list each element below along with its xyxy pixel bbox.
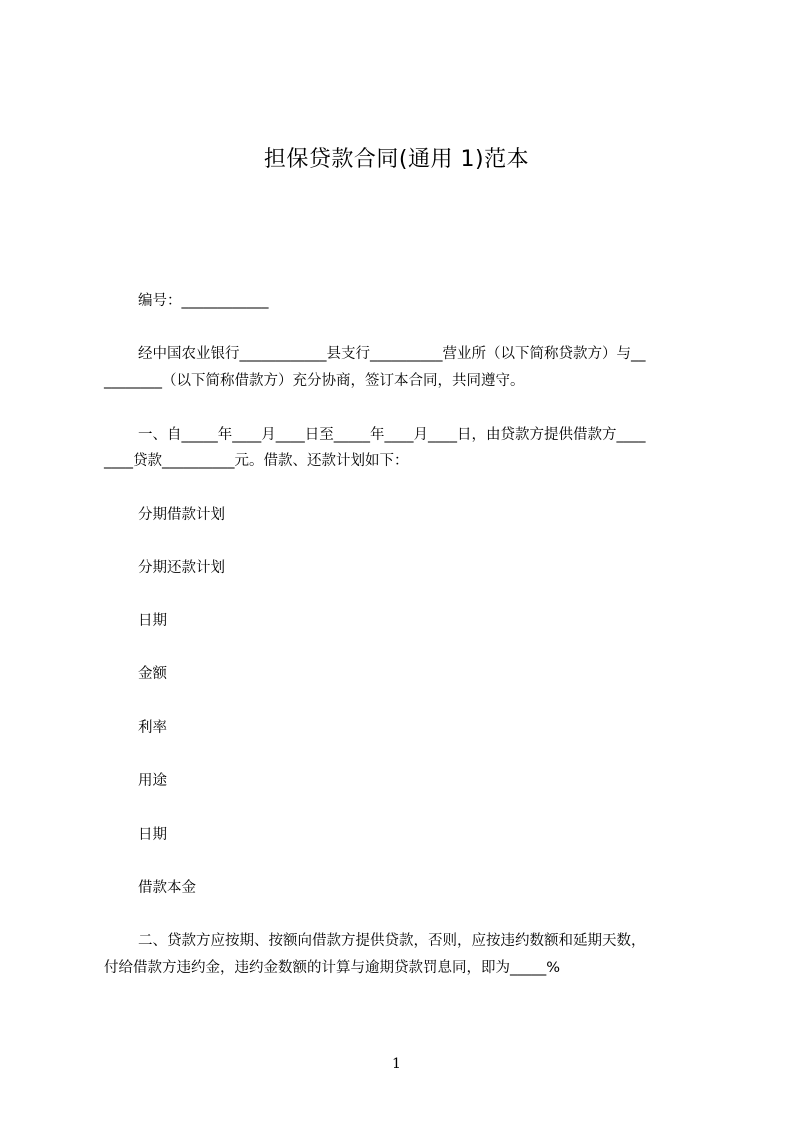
page-number: 1 [392, 1056, 401, 1072]
contract-number-line: 编号：____________ [138, 293, 269, 309]
clause-1-line-2: ____贷款__________元。借款、还款计划如下： [104, 453, 409, 469]
list-item: 分期还款计划 [138, 560, 225, 576]
list-item: 金额 [138, 666, 167, 682]
list-item: 日期 [138, 827, 167, 843]
intro-paragraph-line-1: 经中国农业银行____________县支行__________营业所（以下简称贷款方）与__ [138, 346, 646, 362]
list-item: 日期 [138, 613, 167, 629]
document-title: 担保贷款合同(通用 1)范本 [263, 147, 530, 172]
list-item: 利率 [138, 720, 167, 736]
intro-paragraph-line-2: ________（以下简称借款方）充分协商，签订本合同，共同遵守。 [104, 373, 525, 389]
list-item: 用途 [138, 773, 167, 789]
clause-2-line-1: 二、贷款方应按期、按额向借款方提供贷款，否则，应按违约数额和延期天数， [138, 933, 646, 949]
clause-2-line-2: 付给借款方违约金，违约金数额的计算与逾期贷款罚息同，即为_____% [104, 960, 561, 976]
clause-1-line-1: 一、自_____年____月____日至_____年____月____日，由贷款方提供借款方____ [138, 427, 646, 443]
list-item: 借款本金 [138, 880, 196, 896]
list-item: 分期借款计划 [138, 507, 225, 523]
